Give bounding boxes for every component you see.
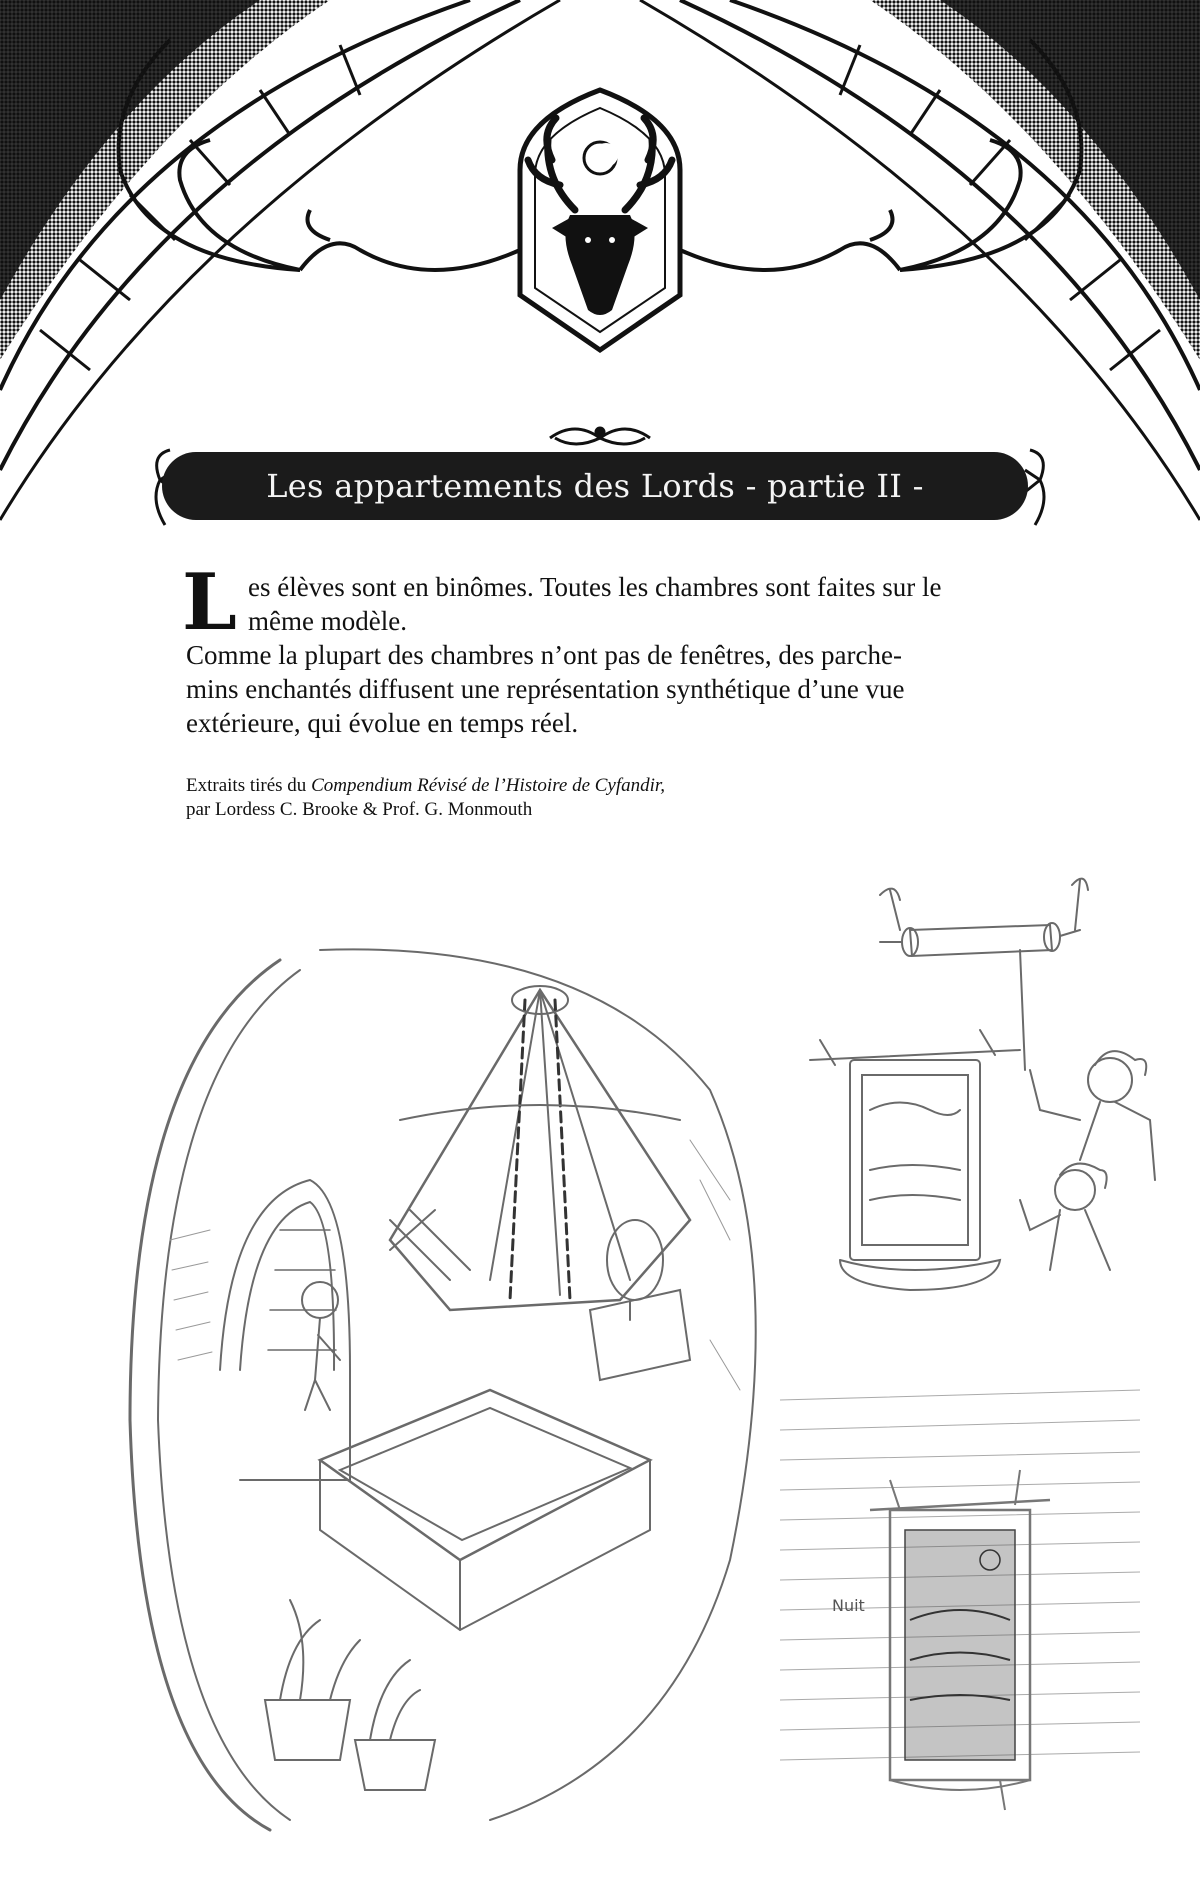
- stag-emblem-icon: [520, 90, 680, 350]
- intro-line: extérieure, qui évolue en temps réel.: [186, 708, 579, 738]
- source-book-title: Compendium Révisé de l’Histoire de Cyfandir,: [311, 775, 665, 796]
- night-scroll-sketch: [760, 1360, 1160, 1820]
- intro-paragraph: [182, 557, 1006, 740]
- night-label: Nuit: [832, 1596, 865, 1615]
- intro-line: Comme la plupart des chambres n’ont pas de fenêtres, des parche-: [186, 640, 902, 670]
- source-citation: [186, 774, 665, 822]
- banner-top-flourish: [550, 428, 650, 444]
- source-authors: par Lordess C. Brooke & Prof. G. Monmouth: [186, 799, 533, 820]
- title-banner: [162, 452, 1028, 520]
- intro-line: mins enchantés diffusent une représentation synthétique d’une vue: [186, 674, 905, 704]
- drop-cap: L: [182, 557, 237, 648]
- bedroom-sketch: [90, 940, 780, 1840]
- intro-line: même modèle.: [248, 606, 407, 636]
- enchanted-scroll-sketch: [780, 870, 1180, 1330]
- source-prefix: Extraits tirés du: [186, 775, 307, 796]
- intro-line: es élèves sont en binômes. Toutes les chambres sont faites sur le: [248, 572, 942, 602]
- page-title: Les appartements des Lords - partie II -: [266, 467, 924, 505]
